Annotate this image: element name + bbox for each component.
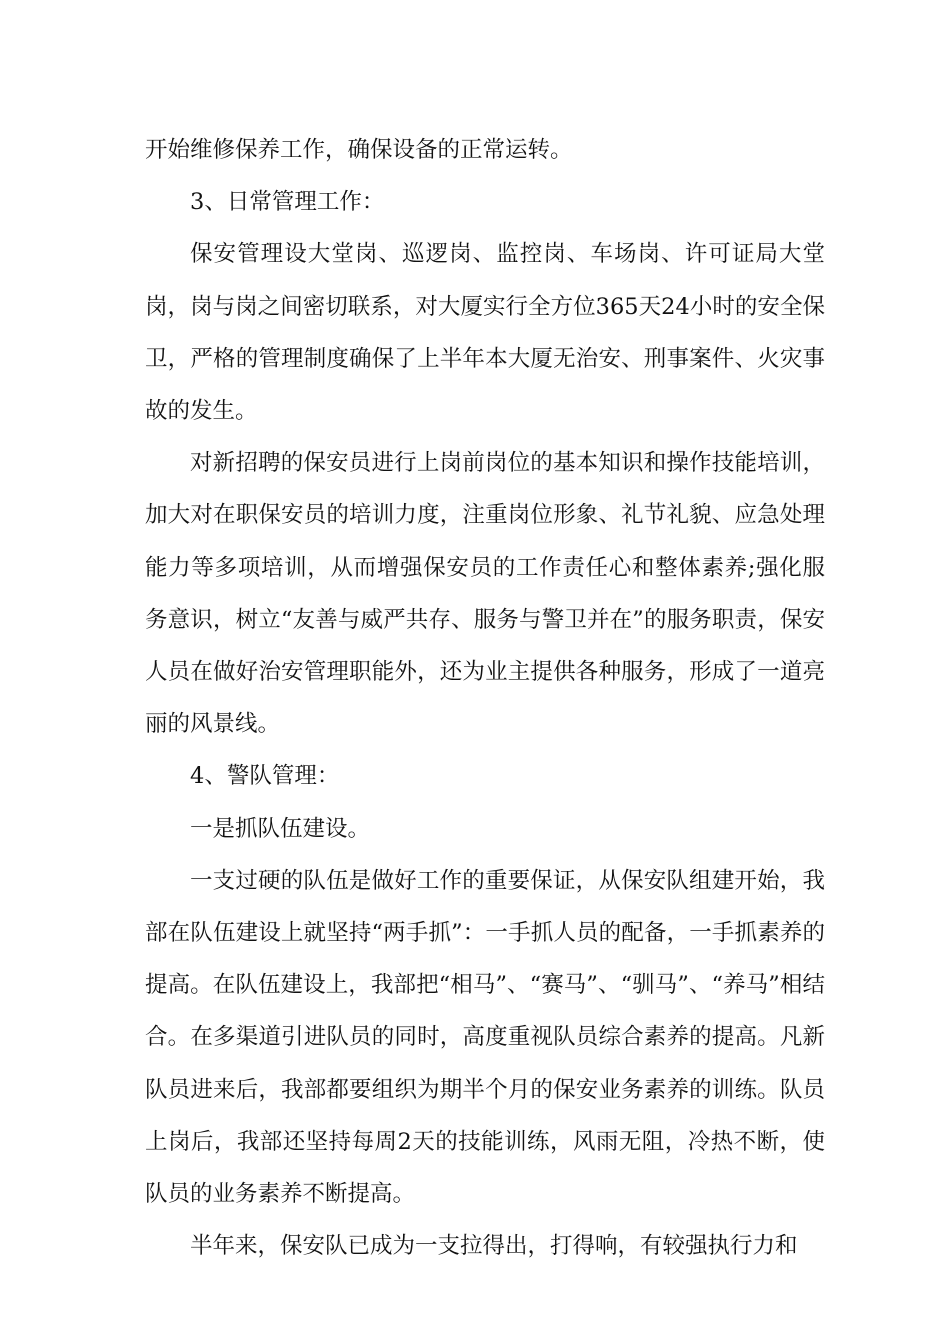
- paragraph-security-posts: 保安管理设大堂岗、巡逻岗、监控岗、车场岗、许可证局大堂岗，岗与岗之间密切联系，对大厦实行全方位365天24小时的安全保卫，严格的管理制度确保了上半年本大厦无治安、刑事案件、火灾事故的发生。: [145, 241, 825, 425]
- paragraph-training: 对新招聘的保安员进行上岗前岗位的基本知识和操作技能培训，加大对在职保安员的培训力度，注重岗位形象、礼节礼貌、应急处理能力等多项培训，从而增强保安员的工作责任心和整体素养;强化服务意识，树立“友善与威严共存、服务与警卫并在”的服务职责，保安人员在做好治安管理职能外，还为业主提供各种服务，形成了一道亮丽的风景线。: [145, 450, 825, 738]
- subheading-team-building: 一是抓队伍建设。: [190, 815, 371, 842]
- section-heading-guard-management: 4、警队管理：: [190, 763, 340, 790]
- section-heading-daily-management: 3、日常管理工作：: [190, 189, 385, 216]
- paragraph-half-year-summary: 半年来，保安队已成为一支拉得出，打得响，有较强执行力和: [190, 1233, 798, 1260]
- paragraph-team-building: 一支过硬的队伍是做好工作的重要保证，从保安队组建开始，我部在队伍建设上就坚持“两手抓”：一手抓人员的配备，一手抓素养的提高。在队伍建设上，我部把“相马”、“赛马”、“驯马”、“养马”相结合。在多渠道引进队员的同时，高度重视队员综合素养的提高。凡新队员进来后，我部都要组织为期半个月的保安业务素养的训练。队员上岗后，我部还坚持每周2天的技能训练，风雨无阻，冷热不断，使队员的业务素养不断提高。: [145, 867, 825, 1208]
- document-body: [145, 124, 825, 1272]
- paragraph-continuation: 开始维修保养工作，确保设备的正常运转。: [145, 137, 573, 163]
